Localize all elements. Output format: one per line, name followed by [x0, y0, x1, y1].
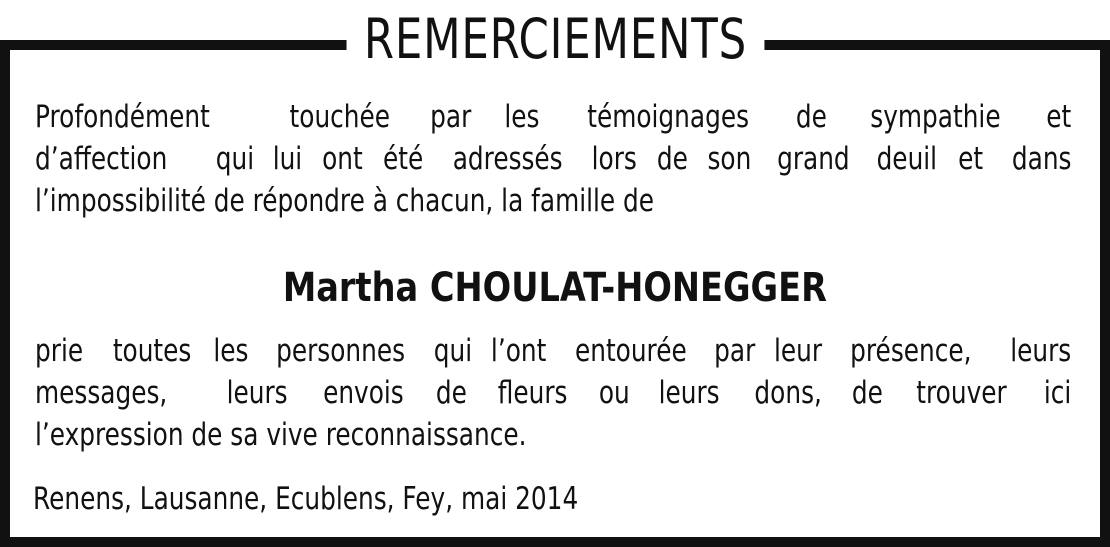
body-line-3 [35, 414, 1071, 456]
place-date-text: Renens, Lausanne, Ecublens, Fey, mai 2014 [33, 481, 579, 517]
word: grand [776, 141, 850, 177]
word: de [795, 99, 827, 135]
word: de [657, 141, 689, 177]
word: lors [591, 141, 638, 177]
word: les [212, 333, 249, 369]
word: qui [433, 333, 472, 369]
word: prie [35, 333, 84, 369]
word: témoignages [586, 99, 749, 135]
word: trouver [916, 375, 1008, 411]
word: leurs [1009, 333, 1071, 369]
word: touchée [289, 99, 390, 135]
intro-line-3 [35, 180, 1071, 222]
word: personnes [276, 333, 406, 369]
place-date [33, 478, 715, 520]
word: deuil [876, 141, 937, 177]
word: d’affection [35, 141, 168, 177]
intro-line-1 [35, 96, 1071, 138]
body-line-1 [35, 330, 1071, 372]
intro-line-2 [35, 138, 1071, 180]
deceased-name [0, 264, 1110, 312]
body-line-2 [35, 372, 1071, 414]
word: toutes [112, 333, 192, 369]
word: ont [321, 141, 363, 177]
body-paragraph [35, 330, 1071, 456]
word: dans [1011, 141, 1071, 177]
body-last-line: l’expression de sa vive reconnaissance. [35, 417, 527, 453]
word: qui [215, 141, 254, 177]
word: et [1045, 99, 1071, 135]
deceased-name-text: Martha CHOULAT-HONEGGER [282, 265, 828, 311]
word: leur [773, 333, 822, 369]
word: Profondément [35, 99, 210, 135]
word: les [504, 99, 540, 135]
word: leurs [226, 375, 288, 411]
word: lui [272, 141, 303, 177]
intro-paragraph [35, 96, 1071, 222]
notice-title [0, 7, 1110, 71]
word: envois [323, 375, 404, 411]
word: de [852, 375, 884, 411]
word: par [713, 333, 755, 369]
word: par [430, 99, 472, 135]
word: présence, [850, 333, 972, 369]
word: sympathie [870, 99, 1001, 135]
word: l’ont [491, 333, 547, 369]
intro-last-line: l’impossibilité de répondre à chacun, la famille de [35, 183, 655, 219]
word: messages, [35, 375, 168, 411]
word: son [707, 141, 752, 177]
word: entourée [575, 333, 688, 369]
word: été [382, 141, 424, 177]
word: ici [1043, 375, 1071, 411]
word: adressés [452, 141, 563, 177]
word: fleurs [497, 375, 568, 411]
word: et [957, 141, 983, 177]
word: dons, [754, 375, 822, 411]
word: de [435, 375, 467, 411]
word: ou [598, 375, 630, 411]
word: leurs [659, 375, 721, 411]
notice-title-text: REMERCIEMENTS [346, 12, 764, 67]
